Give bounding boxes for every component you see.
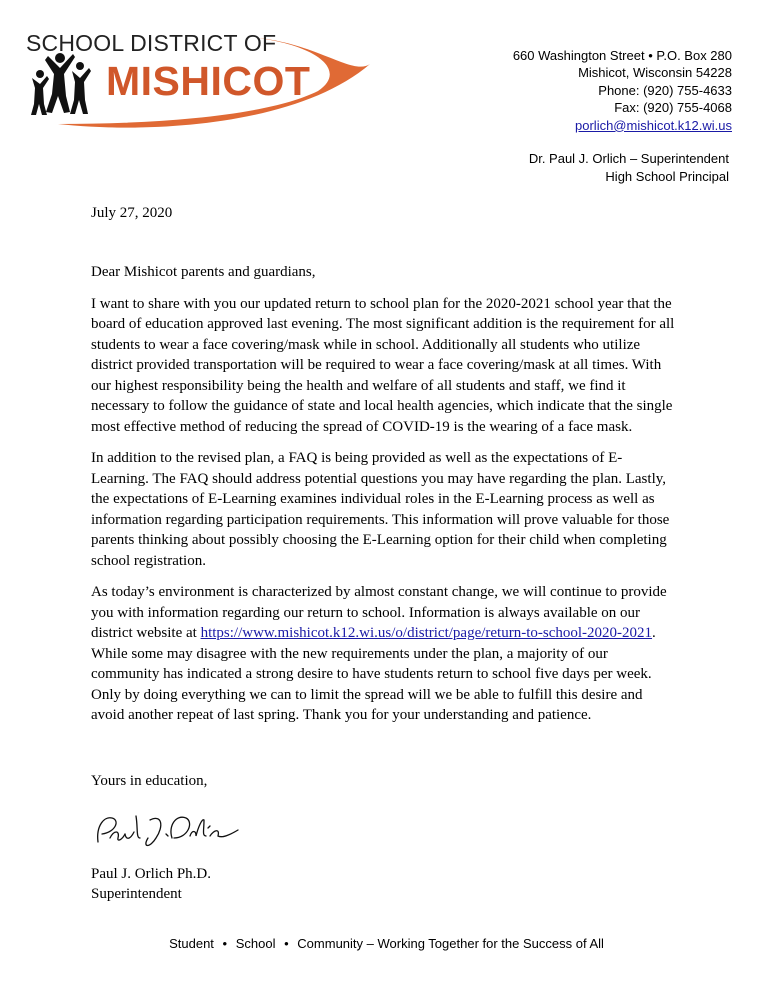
signer-name: Paul J. Orlich Ph.D. <box>91 866 211 882</box>
footer-separator: • <box>222 936 228 951</box>
return-to-school-link[interactable]: https://www.mishicot.k12.wi.us/o/district/page/return-to-school-2020-2021 <box>200 625 653 641</box>
district-address-block <box>513 47 732 134</box>
email-link[interactable]: porlich@mishicot.k12.wi.us <box>575 117 732 133</box>
principal-title: High School Principal <box>605 169 729 184</box>
address-line-2: Mishicot, Wisconsin 54228 <box>578 65 732 81</box>
paragraph-3-intro: As today’s environment is characterized by almost constant change, we will continue to provide you with information regarding our return to school. Information is always available on our district website at <box>91 584 667 641</box>
signature-image <box>92 808 242 854</box>
fax-number: Fax: (920) 755-4068 <box>614 100 732 116</box>
superintendent-block <box>529 150 729 186</box>
footer-separator: • <box>284 936 289 951</box>
paragraph-2: In addition to the revised plan, a FAQ is being provided as well as the expectations of E-Learning. The FAQ should address potential questions you may have regarding the plan. Lastly, the expectations of E-Learning examines individual roles in the E-Learning process as well as information regarding participation requirements. This information will prove valuable for those parents thinking about possibly choosing the E-Learning option for their child when completing school registration. <box>91 450 670 569</box>
salutation: Dear Mishicot parents and guardians, <box>91 264 316 280</box>
superintendent-name: Dr. Paul J. Orlich – Superintendent <box>528 151 729 166</box>
footer-motto <box>0 936 773 951</box>
footer-item-school: School <box>235 936 276 951</box>
logo-line-1: SCHOOL DISTRICT OF <box>26 30 277 56</box>
district-logo <box>18 16 378 136</box>
signer-title: Superintendent <box>91 886 182 902</box>
address-line-1: 660 Washington Street • P.O. Box 280 <box>512 48 732 63</box>
signer-block <box>91 864 211 904</box>
closing: Yours in education, <box>91 773 208 789</box>
logo-line-2: MISHICOT <box>106 58 311 104</box>
paragraph-3-rest: . While some may disagree with the new requirements under the plan, a majority of our community has indicated a strong desire to have students return to school five days per week. Only by doing everything we can to limit the spread will we be able to fulfill this desire and avoid another repeat of last spring. Thank you for your understanding and patience. <box>91 625 656 723</box>
footer-item-community: Community – Working Together for the Success of All <box>297 936 604 951</box>
phone-number: Phone: (920) 755-4633 <box>598 82 732 98</box>
letter-body <box>91 262 677 737</box>
letter-date: July 27, 2020 <box>91 205 173 221</box>
footer-item-student: Student <box>169 936 214 951</box>
paragraph-1: I want to share with you our updated return to school plan for the 2020-2021 school year that the board of education approved last evening. The most significant addition is the requirement for all students to wear a face covering/mask while in school. Additionally all students who utilize district provided transportation will be required to wear a face covering/mask at all times. With our highest responsibility being the health and welfare of all students and staff, we find it necessary to follow the guidance of state and local health agencies, which indicate that the single most effective method of reducing the spread of COVID-19 is the wearing of a face mask. <box>91 295 675 435</box>
paragraph-3 <box>91 582 677 726</box>
